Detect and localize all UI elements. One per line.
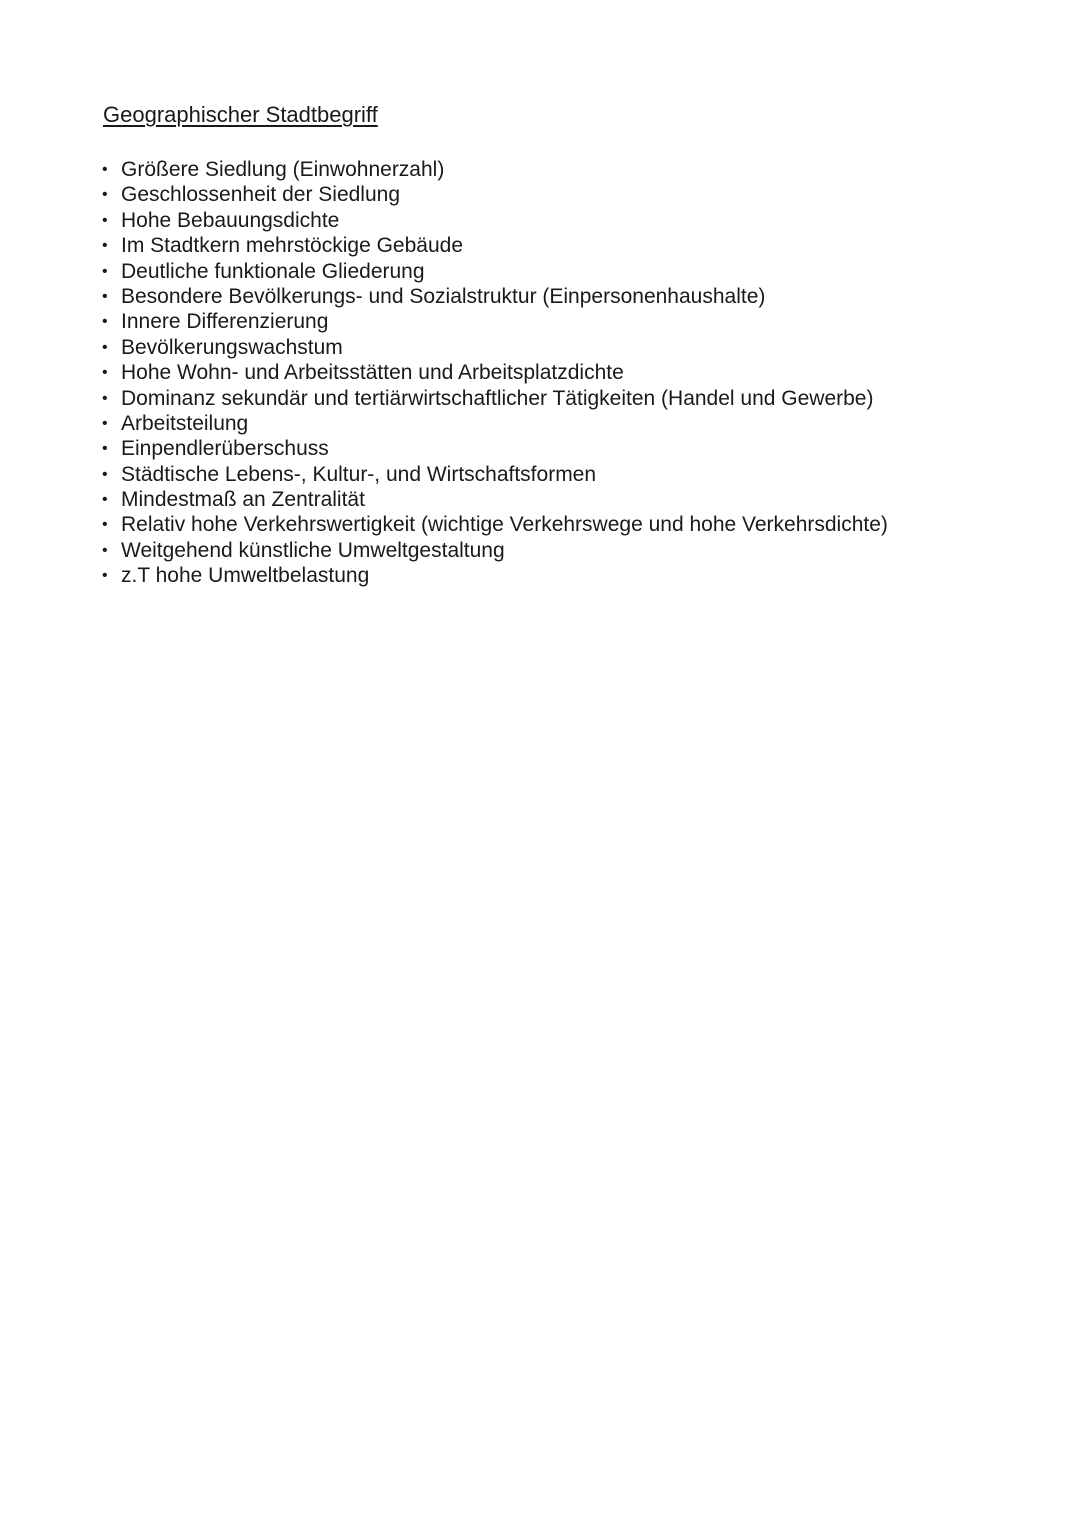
bullet-icon: • [102, 237, 108, 255]
list-item-text: Dominanz sekundär und tertiärwirtschaftlicher Tätigkeiten (Handel und Gewerbe) [121, 386, 874, 410]
bullet-icon: • [102, 414, 108, 432]
list-item-text: Größere Siedlung (Einwohnerzahl) [121, 158, 445, 181]
list-item-text: Bevölkerungswachstum [121, 335, 343, 359]
list-item [100, 386, 888, 411]
list-item [100, 208, 888, 233]
list-item [100, 538, 888, 563]
bullet-icon: • [102, 389, 108, 407]
list-item-text: Innere Differenzierung [121, 310, 329, 334]
list-item [100, 284, 888, 309]
bullet-icon: • [102, 186, 108, 204]
list-item [100, 487, 888, 512]
bullet-icon: • [102, 313, 108, 331]
list-item [100, 462, 888, 487]
list-item [100, 512, 888, 537]
bullet-icon: • [102, 287, 108, 305]
bullet-icon: • [102, 161, 108, 178]
list-item [100, 309, 888, 334]
list-item-text: Städtische Lebens-, Kultur-, und Wirtschaftsformen [121, 462, 597, 486]
list-item [100, 157, 888, 182]
bullet-icon: • [102, 516, 108, 534]
list-item [100, 563, 888, 588]
bullet-icon: • [102, 465, 108, 483]
list-item [100, 436, 888, 461]
list-item-text: Mindestmaß an Zentralität [121, 488, 365, 512]
list-item-text: Einpendlerüberschuss [121, 437, 329, 461]
bullet-icon: • [102, 262, 108, 280]
list-item [100, 233, 888, 258]
bullet-icon: • [102, 338, 108, 356]
page-title: Geographischer Stadtbegriff [103, 102, 378, 127]
bullet-icon: • [102, 211, 108, 229]
bullet-icon: • [102, 440, 108, 458]
list-item [100, 360, 888, 385]
list-item [100, 335, 888, 360]
list-item-text: Arbeitsteilung [121, 411, 249, 435]
bullet-icon: • [102, 364, 108, 382]
list-item-text: Deutliche funktionale Gliederung [121, 259, 425, 283]
list-item-text: Weitgehend künstliche Umweltgestaltung [121, 538, 505, 562]
list-item-text: Relativ hohe Verkehrswertigkeit (wichtige Verkehrswege und hohe Verkehrsdichte) [121, 513, 888, 537]
list-item [100, 411, 888, 436]
list-item-text: Geschlossenheit der Siedlung [121, 183, 401, 207]
list-item [100, 182, 888, 207]
bullet-icon: • [102, 491, 108, 509]
bullet-icon: • [102, 567, 108, 585]
list-item-text: Hohe Bebauungsdichte [121, 208, 340, 232]
list-item-text: Besondere Bevölkerungs- und Sozialstruktur (Einpersonenhaushalte) [121, 284, 766, 308]
list-item [100, 259, 888, 284]
bullet-icon: • [102, 541, 108, 559]
bullet-list [100, 157, 888, 589]
list-item-text: Hohe Wohn- und Arbeitsstätten und Arbeitsplatzdichte [121, 361, 624, 385]
list-item-text: Im Stadtkern mehrstöckige Gebäude [121, 234, 464, 258]
list-item-text: z.T hohe Umweltbelastung [121, 564, 370, 588]
